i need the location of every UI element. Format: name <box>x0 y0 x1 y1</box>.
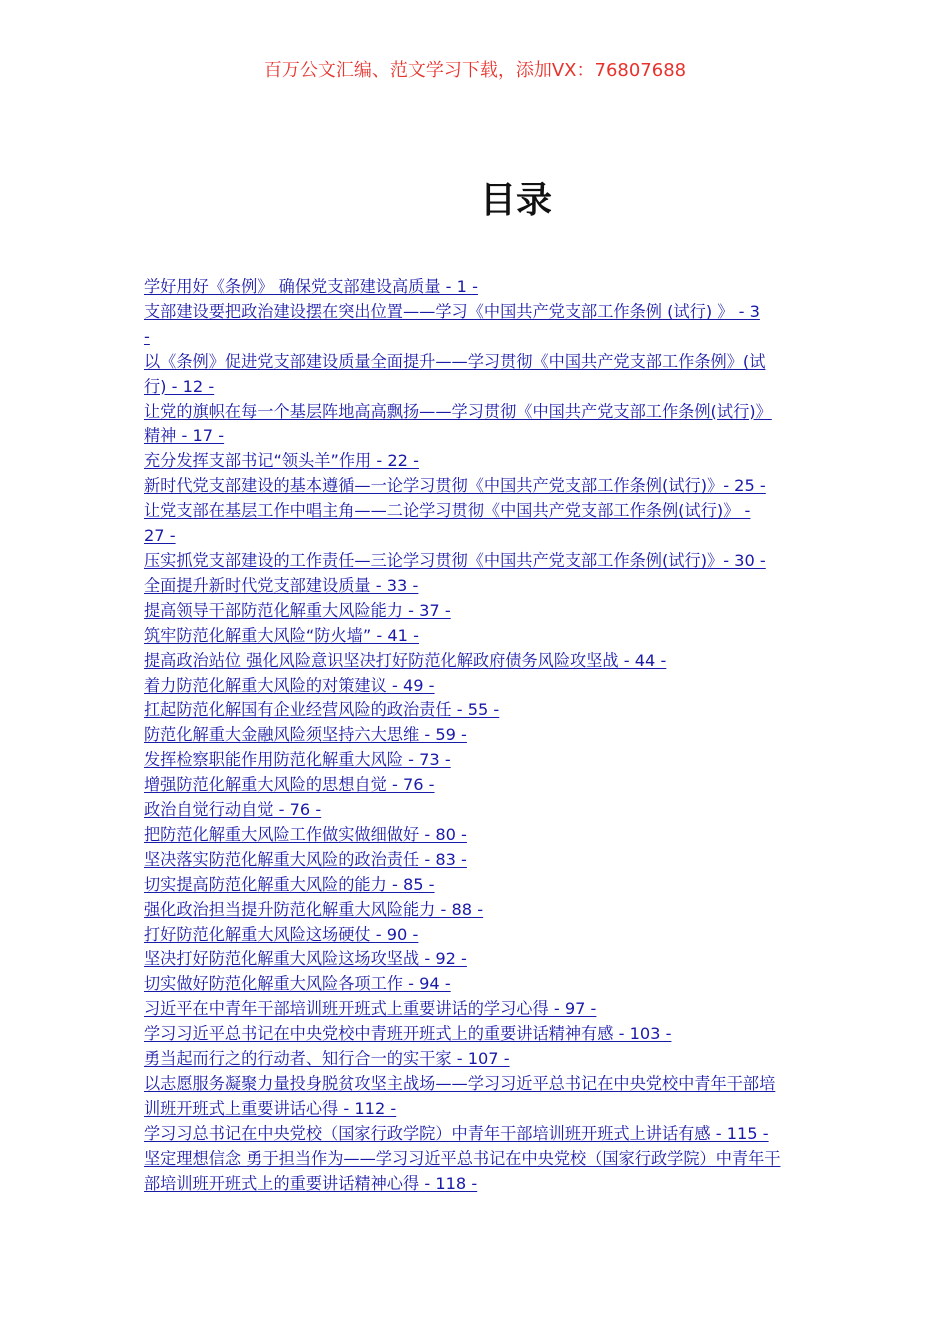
toc-line[interactable] <box>144 375 810 400</box>
toc-link[interactable]: 筑牢防范化解重大风险“防火墙” - 41 - <box>144 625 419 645</box>
toc-link[interactable]: 切实做好防范化解重大风险各项工作 - 94 - <box>144 974 451 994</box>
toc-link[interactable]: 支部建设要把政治建设摆在突出位置——学习《中国共产党支部工作条例 (试行) 》 - 3 <box>144 301 760 321</box>
toc-line[interactable] <box>144 1172 810 1197</box>
toc-link[interactable]: 新时代党支部建设的基本遵循—一论学习贯彻《中国共产党支部工作条例(试行)》- 25 - <box>144 476 766 496</box>
toc-link[interactable]: 压实抓党支部建设的工作责任—三论学习贯彻《中国共产党支部工作条例(试行)》- 30 - <box>144 550 766 570</box>
toc-line[interactable] <box>144 773 810 798</box>
toc-line[interactable] <box>144 923 810 948</box>
toc-line[interactable] <box>144 599 810 624</box>
toc-link[interactable]: 让党支部在基层工作中唱主角——二论学习贯彻《中国共产党支部工作条例(试行)》 - <box>144 501 751 521</box>
toc-link[interactable]: 强化政治担当提升防范化解重大风险能力 - 88 - <box>144 899 484 919</box>
toc-line[interactable] <box>144 823 810 848</box>
toc-line[interactable] <box>144 449 810 474</box>
toc-line[interactable] <box>144 723 810 748</box>
toc-line[interactable] <box>144 1122 810 1147</box>
toc-link[interactable]: 充分发挥支部书记“领头羊”作用 - 22 - <box>144 451 419 471</box>
toc-line[interactable] <box>144 748 810 773</box>
toc-link[interactable]: 让党的旗帜在每一个基层阵地高高飘扬——学习贯彻《中国共产党支部工作条例(试行)》 <box>144 401 772 421</box>
toc-link[interactable]: 坚定理想信念 勇于担当作为——学习习近平总书记在中央党校（国家行政学院）中青年干 <box>144 1148 781 1168</box>
toc-link[interactable]: 以志愿服务凝聚力量投身脱贫攻坚主战场——学习习近平总书记在中央党校中青年干部培 <box>144 1074 776 1093</box>
toc-link[interactable]: 学习习总书记在中央党校（国家行政学院）中青年干部培训班开班式上讲话有感 - 115 - <box>144 1123 769 1143</box>
toc-link[interactable]: 增强防范化解重大风险的思想自觉 - 76 - <box>144 775 435 795</box>
toc-line[interactable] <box>144 574 810 599</box>
toc-link[interactable]: 切实提高防范化解重大风险的能力 - 85 - <box>144 874 435 894</box>
toc-link[interactable]: 训班开班式上重要讲话心得 - 112 - <box>144 1098 397 1118</box>
toc-link[interactable]: 提高领导干部防范化解重大风险能力 - 37 - <box>144 600 451 620</box>
toc-line[interactable] <box>144 1097 810 1122</box>
toc-line[interactable] <box>144 325 810 350</box>
toc-link[interactable]: 部培训班开班式上的重要讲话精神心得 - 118 - <box>144 1173 478 1193</box>
toc-link[interactable]: - <box>144 326 150 346</box>
toc-line[interactable] <box>144 674 810 699</box>
table-of-contents <box>144 275 810 1197</box>
toc-link[interactable]: 把防范化解重大风险工作做实做细做好 - 80 - <box>144 824 467 844</box>
toc-line[interactable] <box>144 275 810 300</box>
toc-link[interactable]: 27 - <box>144 526 176 546</box>
toc-line[interactable] <box>144 400 810 425</box>
toc-link[interactable]: 勇当起而行之的行动者、知行合一的实干家 - 107 - <box>144 1049 510 1069</box>
toc-link[interactable]: 精神 - 17 - <box>144 426 225 446</box>
toc-link[interactable]: 防范化解重大金融风险须坚持六大思维 - 59 - <box>144 725 467 745</box>
toc-line[interactable] <box>144 1072 810 1097</box>
toc-link[interactable]: 发挥检察职能作用防范化解重大风险 - 73 - <box>144 750 451 770</box>
toc-line[interactable] <box>144 1047 810 1072</box>
toc-line[interactable] <box>144 549 810 574</box>
toc-line[interactable] <box>144 499 810 524</box>
toc-line[interactable] <box>144 524 810 549</box>
toc-link[interactable]: 行) - 12 - <box>144 376 215 396</box>
toc-link[interactable]: 学好用好《条例》 确保党支部建设高质量 - 1 - <box>144 277 478 296</box>
toc-link[interactable]: 着力防范化解重大风险的对策建议 - 49 - <box>144 675 435 695</box>
toc-link[interactable]: 政治自觉行动自觉 - 76 - <box>144 800 322 820</box>
toc-line[interactable] <box>144 698 810 723</box>
toc-link[interactable]: 习近平在中青年干部培训班开班式上重要讲话的学习心得 - 97 - <box>144 999 597 1019</box>
toc-link[interactable]: 以《条例》促进党支部建设质量全面提升——学习贯彻《中国共产党支部工作条例》(试 <box>144 351 766 371</box>
toc-link[interactable]: 全面提升新时代党支部建设质量 - 33 - <box>144 575 419 595</box>
toc-link[interactable]: 提高政治站位 强化风险意识坚决打好防范化解政府债务风险攻坚战 - 44 - <box>144 650 667 670</box>
toc-line[interactable] <box>144 873 810 898</box>
toc-line[interactable] <box>144 798 810 823</box>
toc-link[interactable]: 打好防范化解重大风险这场硬仗 - 90 - <box>144 924 419 944</box>
toc-link[interactable]: 学习习近平总书记在中央党校中青班开班式上的重要讲话精神有感 - 103 - <box>144 1024 672 1044</box>
toc-line[interactable] <box>144 424 810 449</box>
header-banner: 百万公文汇编、范文学习下载，添加VX：76807688 <box>263 60 687 81</box>
page-title: 目录 <box>479 180 552 221</box>
toc-link[interactable]: 坚决打好防范化解重大风险这场攻坚战 - 92 - <box>144 949 467 969</box>
toc-line[interactable] <box>144 848 810 873</box>
toc-line[interactable] <box>144 898 810 923</box>
toc-link[interactable]: 坚决落实防范化解重大风险的政治责任 - 83 - <box>144 849 467 869</box>
toc-line[interactable] <box>144 350 810 375</box>
toc-line[interactable] <box>144 997 810 1022</box>
toc-line[interactable] <box>144 1022 810 1047</box>
toc-line[interactable] <box>144 972 810 997</box>
toc-line[interactable] <box>144 300 810 325</box>
toc-line[interactable] <box>144 947 810 972</box>
toc-line[interactable] <box>144 474 810 499</box>
toc-link[interactable]: 扛起防范化解国有企业经营风险的政治责任 - 55 - <box>144 700 500 720</box>
toc-line[interactable] <box>144 624 810 649</box>
toc-line[interactable] <box>144 649 810 674</box>
toc-line[interactable] <box>144 1147 810 1172</box>
